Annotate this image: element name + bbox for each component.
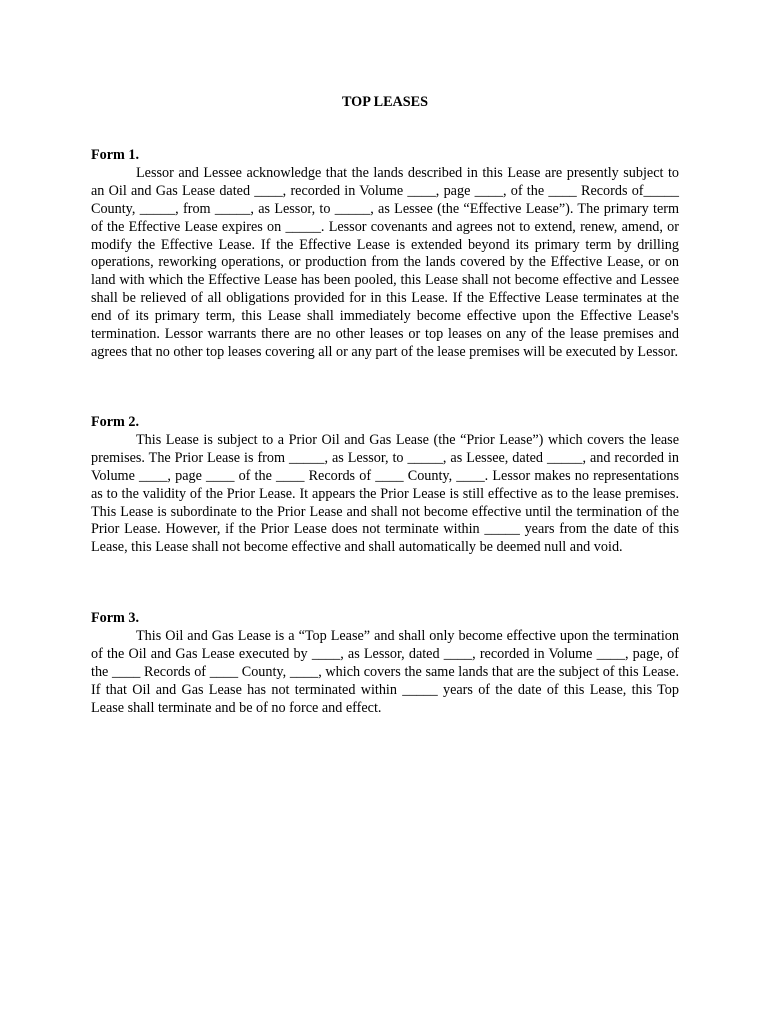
form-1-section	[91, 147, 679, 362]
form-3-body: This Oil and Gas Lease is a “Top Lease” and shall only become effective upon the termination of the Oil and Gas Lease executed by ____, as Lessor, dated ____, recorded in Volume ____, page, of the ____ Records of ____ County, ____, which covers the same lands that are the subject of this Lease. If that Oil and Gas Lease has not terminated within _____ years of the date of this Lease, this Top Lease shall terminate and be of no force and effect.	[91, 627, 679, 716]
form-3-heading: Form 3.	[91, 610, 140, 626]
form-1-heading: Form 1.	[91, 147, 140, 163]
form-2-heading: Form 2.	[91, 414, 140, 430]
form-1-body: Lessor and Lessee acknowledge that the lands described in this Lease are presently subject to an Oil and Gas Lease dated ____, recorded in Volume ____, page ____, of the ____ Records of_____ County, _____, from _____, as Lessor, to _____, as Lessee (the “Effective Lease”). The primary term of the Effective Lease expires on _____. Lessor covenants and agrees not to extend, renew, amend, or modify the Effective Lease. If the Effective Lease is extended beyond its primary term by drilling operations, reworking operations, or production from the lands covered by the Effective Lease, or on land with which the Effective Lease has been pooled, this Lease shall not become effective and Lessee shall be relieved of all obligations provided for in this Lease. If the Effective Lease terminates at the end of its primary term, this Lease shall immediately become effective upon the Effective Lease's termination. Lessor warrants there are no other leases or top leases on any of the lease premises and agrees that no other top leases covering all or any part of the lease premises will be executed by Lessor.	[91, 164, 679, 360]
form-2-section	[91, 414, 679, 557]
form-3-section	[91, 610, 679, 717]
form-2-body: This Lease is subject to a Prior Oil and Gas Lease (the “Prior Lease”) which covers the lease premises. The Prior Lease is from _____, as Lessor, to _____, as Lessee, dated _____, and recorded in Volume ____, page ____ of the ____ Records of ____ County, ____. Lessor makes no representations as to the validity of the Prior Lease. It appears the Prior Lease is still effective as to the lease premises. This Lease is subordinate to the Prior Lease and shall not become effective until the termination of the Prior Lease. However, if the Prior Lease does not terminate within _____ years from the date of this Lease, this Lease shall not become effective and shall automatically be deemed null and void.	[91, 431, 679, 556]
document-title: TOP LEASES	[341, 94, 429, 110]
